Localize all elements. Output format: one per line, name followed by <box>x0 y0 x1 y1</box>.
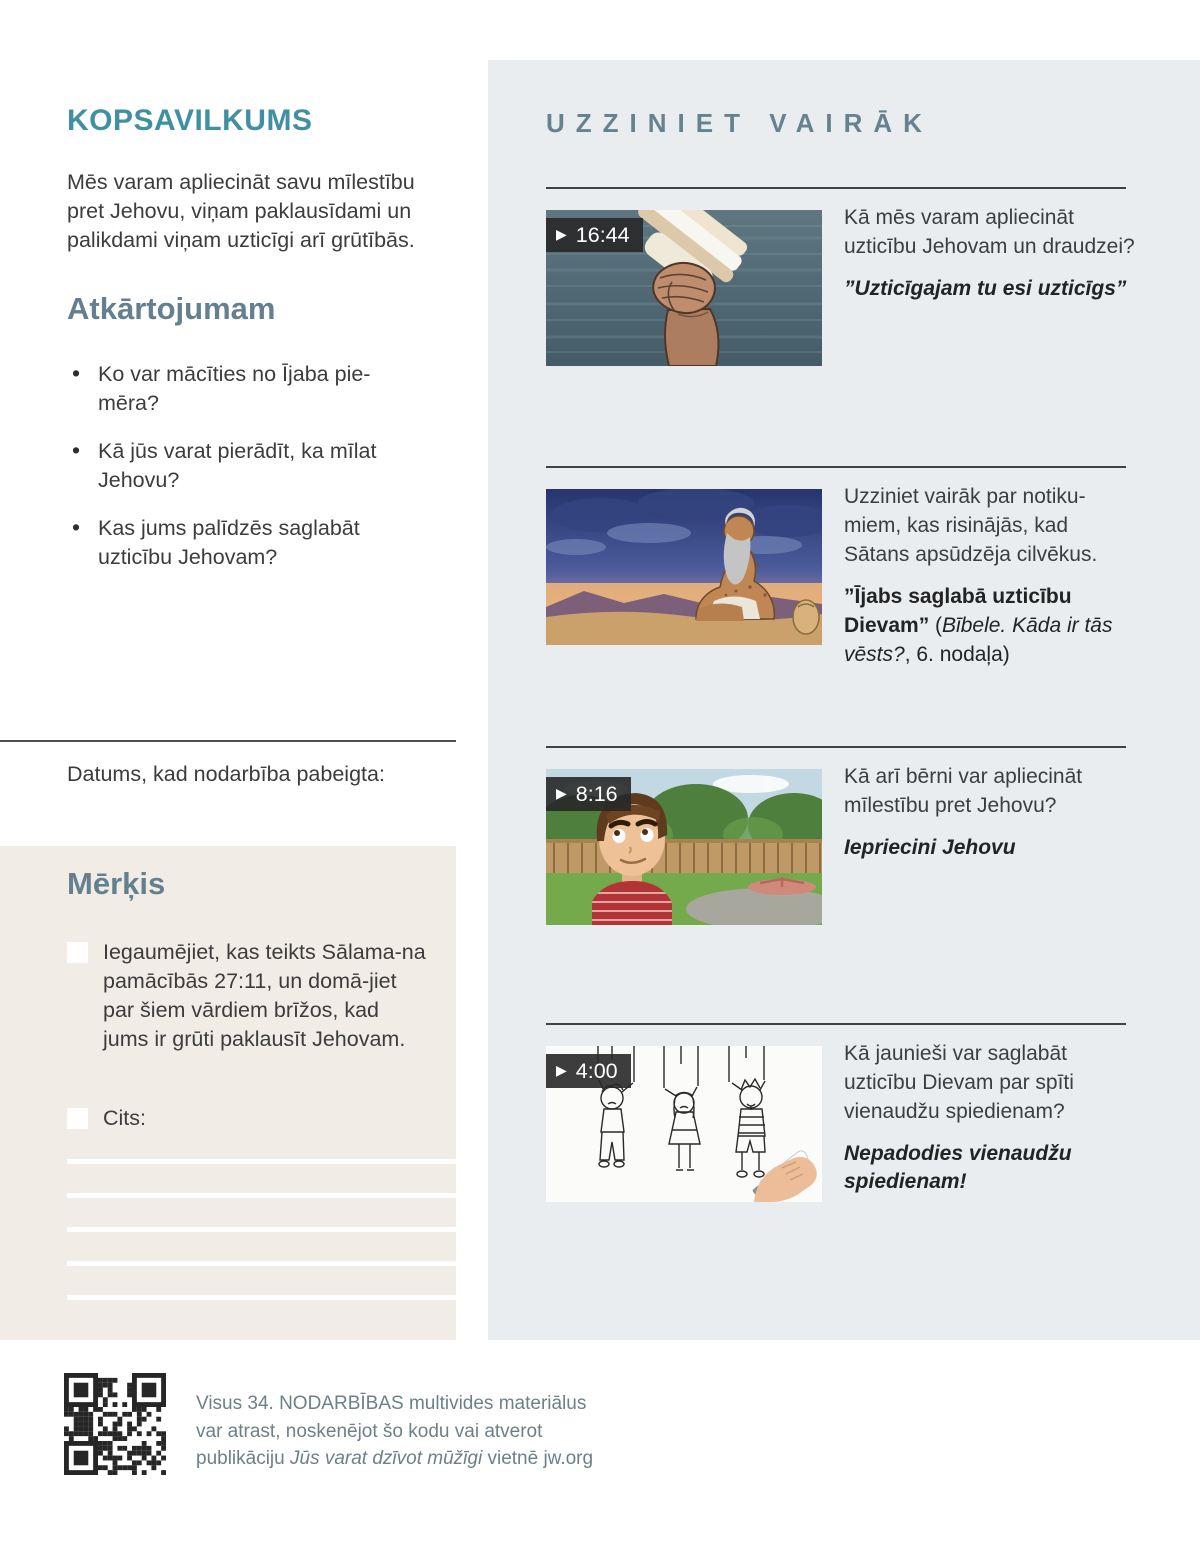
chapter-reference <box>844 582 1124 669</box>
goal-checkbox[interactable] <box>67 942 88 963</box>
chapter-ref-close: , 6. nodaļa) <box>904 643 1010 666</box>
qr-code <box>64 1373 166 1475</box>
entry-divider <box>546 187 1126 189</box>
learn-more-panel <box>488 60 1200 1340</box>
qr-finder-top-left <box>64 1373 98 1407</box>
job-sunset-illustration <box>546 489 822 645</box>
qr-caption-line2: var atrast, noskenējot šo kodu vai atverot <box>196 1420 543 1442</box>
qr-caption-line3-end: vietnē jw.org <box>482 1448 594 1469</box>
video-thumbnail-boy-playground[interactable] <box>546 769 822 925</box>
qr-caption <box>196 1390 593 1473</box>
goal-item-label: Cits: <box>103 1106 146 1130</box>
qr-finder-top-right <box>132 1373 166 1407</box>
play-icon: ▶ <box>556 1062 567 1078</box>
section-divider <box>0 740 456 742</box>
duration-badge <box>546 218 643 252</box>
summary-paragraph: Mēs varam apliecināt savu mīlestību pret Jehovu, viņam paklausīdami un palikdami viņam uzticīgi arī grūtībās. <box>67 170 415 252</box>
qr-code-graphic <box>64 1373 166 1475</box>
review-question-list <box>67 360 389 591</box>
video-title: ”Uzticīgajam tu esi uzticīgs” <box>844 277 1127 300</box>
chapter-ref-open: ( <box>929 614 943 637</box>
entry-divider <box>546 466 1126 468</box>
entry-divider <box>546 746 1126 748</box>
video-thumbnail-whiteboard[interactable] <box>546 1046 822 1202</box>
review-question: • Kas jums palīdzēs saglabāt uzticību Jehovam? <box>67 514 389 572</box>
write-in-line[interactable] <box>67 1193 456 1198</box>
duration-label: 8:16 <box>575 781 618 806</box>
video-title: Iepriecini Jehovu <box>844 836 1016 859</box>
video-question: Kā arī bērni var apliecināt mīlestību pret Jehovu? <box>844 765 1083 817</box>
learn-more-heading: UZZINIET VAIRĀK <box>546 108 933 138</box>
video-thumbnail-clasped-hands[interactable] <box>546 210 822 366</box>
entry-divider <box>546 1023 1126 1025</box>
duration-badge <box>546 777 631 811</box>
duration-label: 16:44 <box>575 222 630 247</box>
write-in-line[interactable] <box>67 1159 456 1164</box>
chapter-description: Uzziniet vairāk par notiku-miem, kas risinājās, kad Sātans apsūdzēja cilvēkus. <box>844 485 1098 566</box>
goal-item <box>67 938 430 1054</box>
write-in-line[interactable] <box>67 1295 456 1300</box>
summary-heading: KOPSAVILKUMS <box>67 104 313 137</box>
write-in-line[interactable] <box>67 1227 456 1232</box>
qr-caption-line1: Visus 34. NODARBĪBAS multivides materiālus <box>196 1393 587 1414</box>
publication-title: Jūs varat dzīvot mūžīgi <box>290 1448 483 1469</box>
review-heading: Atkārtojumam <box>67 291 276 326</box>
review-question: • Kā jūs varat pierādīt, ka mīlat Jehovu? <box>67 437 389 495</box>
publication-name: Bībele. Kāda ir tās vēsts? <box>844 614 1113 666</box>
duration-badge <box>546 1054 631 1088</box>
video-entry <box>546 466 1128 726</box>
goal-item <box>67 1104 430 1133</box>
duration-label: 4:00 <box>575 1058 618 1083</box>
goal-item-label: Iegaumējiet, kas teikts Sālama-na pamācībās 27:11, un domā-jiet par šiem vārdiem brīžos, kad jums ir grūti paklausīt Jehovam. <box>103 940 426 1051</box>
video-question: Kā mēs varam apliecināt uzticību Jehovam un draudzei? <box>844 206 1135 258</box>
video-entry <box>546 1023 1128 1283</box>
video-entry <box>546 187 1135 447</box>
video-title: Nepadodies vienaudžu spiedienam! <box>844 1142 1072 1193</box>
video-entry <box>546 746 1128 1006</box>
goal-checkbox[interactable] <box>67 1108 88 1129</box>
review-question: • Ko var mācīties no Ījaba pie-mēra? <box>67 360 389 418</box>
goal-heading: Mērķis <box>67 866 166 901</box>
qr-finder-bottom-left <box>64 1441 98 1475</box>
play-icon: ▶ <box>556 785 567 801</box>
goal-section <box>0 846 456 1340</box>
chapter-thumbnail-job[interactable] <box>546 489 822 645</box>
video-question: Kā jaunieši var saglabāt uzticību Dievam par spīti vienaudžu spiedienam? <box>844 1042 1074 1123</box>
chapter-title: ”Ījabs saglabā uzticību Dievam” <box>844 585 1072 637</box>
qr-caption-line3: publikāciju <box>196 1448 290 1469</box>
completion-date-label: Datums, kad nodarbība pabeigta: <box>67 762 385 786</box>
play-icon: ▶ <box>556 226 567 242</box>
write-in-line[interactable] <box>67 1261 456 1266</box>
